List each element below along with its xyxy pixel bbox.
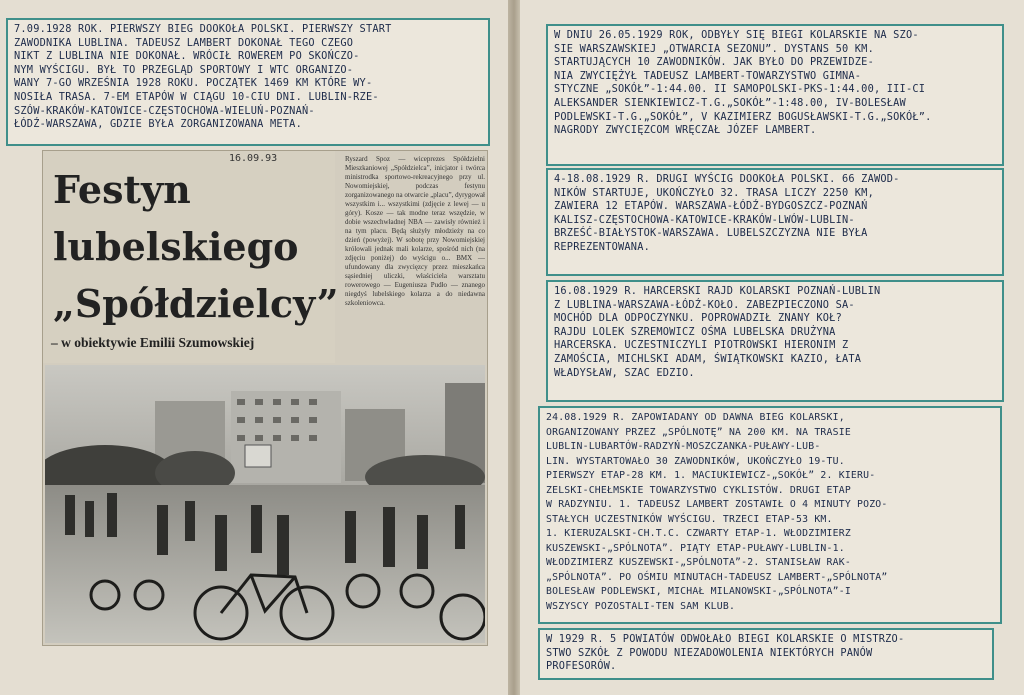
basketball-backboard [245, 445, 271, 467]
album-spine [508, 0, 520, 695]
handwritten-note-scout-rally: 16.08.1929 R. HARCERSKI RAJD KOLARSKI POZNAŃ-LUBLIN Z LUBLINA-WARSZAWA-ŁÓDŹ-KOŁO. ZABEZPIECZONO SA- MOCHÓD DLA ODPOCZYNKU. POPROWADZIŁ ZNANY KOŁ? RAJDU LOLEK SZREMOWICZ OŚMA LUBELSKA DRUŻYNA HARCERSKA. UCZESTNICZYLI PIOTROWSKI HIERONIM Z ZAMOŚCIA, MICHLSKI ADAM, ŚWIĄTKOWSKI KAZIO, ŁATA WŁADYSŁAW, SZAC EDZIO. [546, 280, 1004, 402]
handwritten-note-second-tour-de-pologne: 4-18.08.1929 R. DRUGI WYŚCIG DOOKOŁA POLSKI. 66 ZAWOD- NIKÓW STARTUJE, UKOŃCZYŁO 32. TRASA LICZY 2250 KM, ZAWIERA 12 ETAPÓW. WARSZAWA-ŁÓDŹ-BYDGOSZCZ-POZNAŃ KALISZ-CZĘSTOCHOWA-KATOWICE-KRAKÓW-LWÓW-LUBLIN- BRZEŚĆ-BIAŁYSTOK-WARSZAWA. LUBELSZCZYZNA NIE BYŁA REPREZENTOWANA. [546, 168, 1004, 276]
clipping-headline: Festyn lubelskiego „Spółdzielcy” [53, 167, 339, 326]
newspaper-photo-cyclists [45, 365, 485, 643]
clipping-header [43, 151, 339, 363]
photo-illustration [45, 365, 485, 643]
handwritten-note-spolnota-race: 24.08.1929 R. ZAPOWIADANY OD DAWNA BIEG KOLARSKI, ORGANIZOWANY PRZEZ „SPÓLNOTĘ” NA 200 KM. NA TRASIE LUBLIN-LUBARTÓW-RADZYŃ-MOSZCZANKA-PUŁAWY-LUB- LIN. WYSTARTOWAŁO 30 ZAWODNIKÓW, UKOŃCZYŁO 19-TU. PIERWSZY ETAP-28 KM. 1. MACIUKIEWICZ-„SOKÓŁ” 2. KIERU- ZELSKI-CHEŁMSKIE TOWARZYSTWO CYKLISTÓW. DRUGI ETAP W RADZYNIU. 1. TADEUSZ LAMBERT ZOSTAWIŁ O 4 MINUTY POZO- STAŁYCH UCZESTNIKÓW WYŚCIGU. TRZECI ETAP-53 KM. 1. KIERUZALSKI-CH.T.C. CZWARTY ETAP-1. WŁODZIMIERZ KUSZEWSKI-„SPÓLNOTA”. PIĄTY ETAP-PUŁAWY-LUBLIN-1. WŁODZIMIERZ KUSZEWSKI-„SPÓLNOTA”-2. STANISŁAW RAK- „SPÓLNOTA”. PO OŚMIU MINUTACH-TADEUSZ LAMBERT-„SPÓLNOTA” BOLESŁAW PODLEWSKI, MICHAŁ MILANOWSKI-„SPÓLNOTA”-I WSZYSCY POZOSTALI-TEN SAM KLUB. [538, 406, 1002, 624]
clipping-article-text: Ryszard Spoz — wiceprezes Spółdzielni Mieszkaniowej „Spółdzielca”, inicjator i twórca ministrodka sportowo-rekreacyjnego przy ul. Nowomiejskiej, podczas festynu zorganizowanego na otwarcie „placu”, dyrygował wszystkim i... wszystkimi (zdjęcie z lewej — u góry). Kosze — tak modne teraz wszędzie, w dobie wszechwładnej NBA — zawisły również i na tym placu. Będą służyły młodzieży na co dzień (powyżej). W sobotę przy Nowomiejskiej królowali jednak mali kolarze, spośród nich (na zdjęciu poniżej) do wyścigu o... BMX — ufundowany dla zwycięzcy przez mieszkańca sąsiedniej uliczki, właściciela warsztatu rowerowego — Eugeniusza Pudło — znanego niegdyś lubelskiego kolarza a do niedawna szkoleniowca. [345, 155, 485, 307]
handwritten-note-school-championships: W 1929 R. 5 POWIATÓW ODWOŁAŁO BIEGI KOLARSKIE O MISTRZO- STWO SZKÓŁ Z POWODU NIEZADOWOLENIA NIEKTÓRYCH PANÓW PROFESORÓW. [538, 628, 994, 680]
handwritten-note-1929-season-opening: W DNIU 26.05.1929 ROK, ODBYŁY SIĘ BIEGI KOLARSKIE NA SZO- SIE WARSZAWSKIEJ „OTWARCIA SEZONU”. DYSTANS 50 KM. STARTUJĄCYCH 10 ZAWODNIKÓW. JAK BYŁO DO PRZEWIDZE- NIA ZWYCIĘŻYŁ TADEUSZ LAMBERT-TOWARZYSTWO GIMNA- STYCZNE „SOKÓŁ”-1:44.00. II SAMOPOLSKI-PKS-1:44.00, III-CI ALEKSANDER SIENKIEWICZ-T.G.„SOKÓŁ”-1:48.00, IV-BOLESŁAW PODLEWSKI-T.G.„SOKÓŁ”, V KAZIMIERZ BOGUSŁAWSKI-T.G.„SOKÓŁ”. NAGRODY ZWYCIĘZCOM WRĘCZAŁ JÓZEF LAMBERT. [546, 24, 1004, 166]
handwritten-date: 16.09.93 [229, 153, 278, 164]
clipping-byline: – w obiektywie Emilii Szumowskiej [51, 335, 255, 350]
newspaper-clipping [42, 150, 488, 646]
handwritten-note-1928-race: 7.09.1928 ROK. PIERWSZY BIEG DOOKOŁA POLSKI. PIERWSZY START ZAWODNIKA LUBLINA. TADEUSZ LAMBERT DOKONAŁ TEGO CZEGO NIKT Z LUBLINA NIE DOKONAŁ. WRÓCIŁ ROWEREM PO SKOŃCZO- NYM WYŚCIGU. BYŁ TO PRZEGLĄD SPORTOWY I WTC ORGANIZO- WANY 7-GO WRZEŚNIA 1928 ROKU. POCZĄTEK 1469 KM KTÓRE WY- NOSIŁA TRASA. 7-EM ETAPÓW W CIĄGU 10-CIU DNI. LUBLIN-RZE- SZÓW-KRAKÓW-KATOWICE-CZĘSTOCHOWA-WIELUŃ-POZNAŃ- ŁÓDŹ-WARSZAWA, GDZIE BYŁA ZORGANIZOWANA META. [6, 18, 490, 146]
